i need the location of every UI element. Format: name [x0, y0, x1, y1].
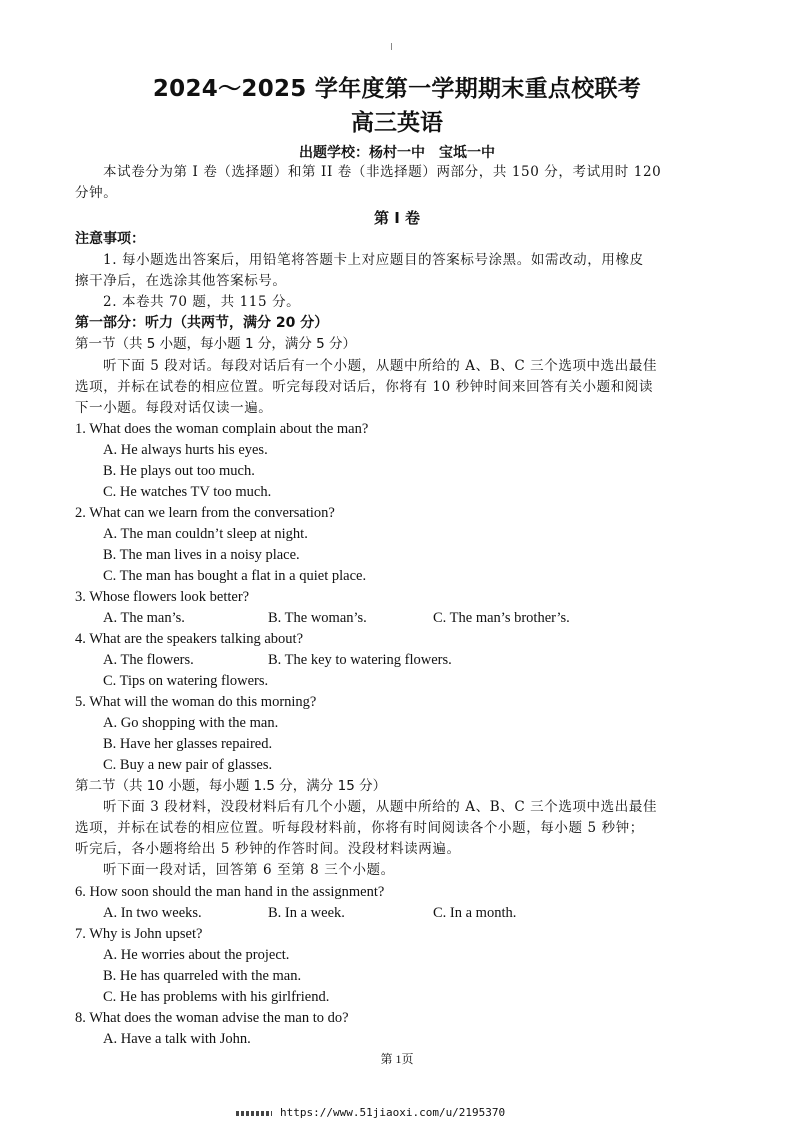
q1-option-c: C. He watches TV too much.: [103, 484, 272, 500]
question-3: 3. Whose flowers look better?: [75, 589, 250, 605]
exam-subject: 高三英语: [351, 110, 443, 136]
section1-instr-1: 听下面 5 段对话。每段对话后有一个小题，从题中所给的 A、B、C 三个选项中选出最佳: [103, 358, 658, 374]
question-6: 6. How soon should the man hand in the assignment?: [75, 884, 385, 900]
question-8: 8. What does the woman advise the man to do?: [75, 1010, 349, 1026]
watermark-url[interactable]: [236, 1106, 505, 1119]
section1-heading: 第一节（共 5 小题，每小题 1 分，满分 5 分）: [75, 336, 357, 352]
question-7: 7. Why is John upset?: [75, 926, 203, 942]
section1-instr-3: 下一小题。每段对话仅读一遍。: [75, 400, 273, 416]
watermark-url-text: https://www.51jiaoxi.com/u/2195370: [280, 1106, 506, 1119]
volume-title: 第 I 卷: [373, 209, 421, 227]
q2-option-b: B. The man lives in a noisy place.: [103, 547, 300, 563]
note-1-line-1: 1. 每小题选出答案后，用铅笔将答题卡上对应题目的答案标号涂黑。如需改动，用橡皮: [103, 252, 644, 268]
exam-title: 2024～2025 学年度第一学期期末重点校联考: [152, 76, 642, 102]
q6-option-c: C. In a month.: [433, 905, 517, 921]
q1-option-b: B. He plays out too much.: [103, 463, 255, 479]
exam-schools: 出题学校：杨村一中 宝坻一中: [299, 145, 495, 161]
q4-option-c: C. Tips on watering flowers.: [103, 673, 269, 689]
part1-heading: 第一部分：听力（共两节，满分 20 分）: [75, 315, 329, 331]
q7-option-a: A. He worries about the project.: [103, 947, 290, 963]
question-1: 1. What does the woman complain about the man?: [75, 421, 369, 437]
logo-icon: [236, 1111, 272, 1116]
q5-option-c: C. Buy a new pair of glasses.: [103, 757, 273, 773]
q5-option-b: B. Have her glasses repaired.: [103, 736, 273, 752]
q7-option-b: B. He has quarreled with the man.: [103, 968, 302, 984]
q8-option-a: A. Have a talk with John.: [103, 1031, 251, 1047]
q7-option-c: C. He has problems with his girlfriend.: [103, 989, 330, 1005]
note-2: 2. 本卷共 70 题，共 115 分。: [103, 294, 301, 310]
section2-heading: 第二节（共 10 小题，每小题 1.5 分，满分 15 分）: [75, 778, 387, 794]
section2-instr-1: 听下面 3 段材料，没段材料后有几个小题，从题中所给的 A、B、C 三个选项中选出最佳: [103, 799, 658, 815]
question-5: 5. What will the woman do this morning?: [75, 694, 317, 710]
q4-option-b: B. The key to watering flowers.: [268, 652, 452, 668]
q3-option-b: B. The woman’s.: [268, 610, 367, 626]
notes-heading: 注意事项：: [75, 231, 145, 247]
q6-option-b: B. In a week.: [268, 905, 345, 921]
q5-option-a: A. Go shopping with the man.: [103, 715, 279, 731]
section2-instr-3: 听完后，各小题将给出 5 秒钟的作答时间。没段材料读两遍。: [75, 841, 461, 857]
q1-option-a: A. He always hurts his eyes.: [103, 442, 268, 458]
q3-option-c: C. The man’s brother’s.: [433, 610, 570, 626]
note-1-line-2: 擦干净后，在选涂其他答案标号。: [75, 273, 287, 289]
question-2: 2. What can we learn from the conversation?: [75, 505, 335, 521]
q3-option-a: A. The man’s.: [103, 610, 185, 626]
section2-instr-4: 听下面一段对话，回答第 6 至第 8 三个小题。: [103, 862, 395, 878]
intro-line-2: 分钟。: [75, 185, 118, 201]
top-mark: [391, 43, 392, 50]
q4-option-a: A. The flowers.: [103, 652, 194, 668]
q2-option-a: A. The man couldn’t sleep at night.: [103, 526, 308, 542]
question-4: 4. What are the speakers talking about?: [75, 631, 304, 647]
section2-instr-2: 选项，并标在试卷的相应位置。听每段材料前，你将有时间阅读各个小题，每小题 5 秒钟；: [75, 820, 644, 836]
q6-option-a: A. In two weeks.: [103, 905, 202, 921]
page-number: 第 1页: [380, 1052, 414, 1066]
section1-instr-2: 选项，并标在试卷的相应位置。听完每段对话后，你将有 10 秒钟时间来回答有关小题和阅读: [75, 379, 654, 395]
q2-option-c: C. The man has bought a flat in a quiet place.: [103, 568, 367, 584]
intro-line-1: 本试卷分为第 I 卷（选择题）和第 II 卷（非选择题）两部分，共 150 分，考试用时 120: [103, 164, 662, 180]
